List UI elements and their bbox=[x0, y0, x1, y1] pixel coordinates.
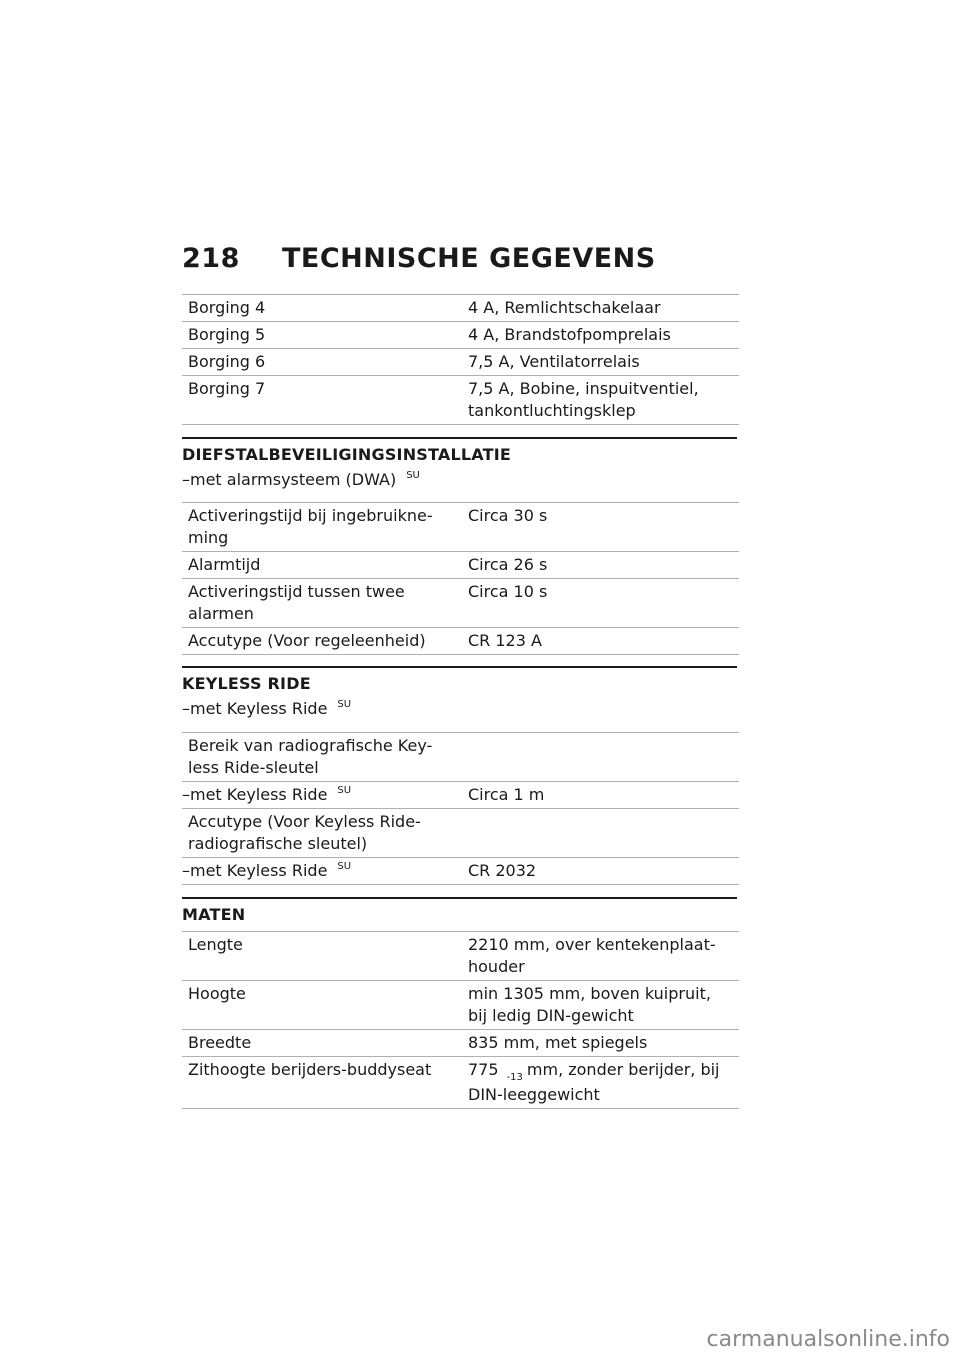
page-title: TECHNISCHE GEGEVENS bbox=[282, 243, 656, 274]
section-divider bbox=[182, 897, 737, 899]
table-cell-label: Alarmtijd bbox=[182, 552, 460, 579]
table-cell-value: 7,5 A, Ventilatorrelais bbox=[460, 349, 739, 376]
table-cell-label: Borging 6 bbox=[182, 349, 460, 376]
alarm-section bbox=[182, 437, 737, 491]
label-text: –met Keyless Ride bbox=[182, 861, 328, 880]
table-cell-value: CR 2032 bbox=[460, 858, 739, 885]
table-row bbox=[182, 1057, 739, 1109]
table-cell-value bbox=[460, 1057, 739, 1109]
table-cell-value: CR 123 A bbox=[460, 628, 739, 655]
su-marker: SU bbox=[337, 861, 352, 872]
table-cell-value: 2210 mm, over kentekenplaat-houder bbox=[460, 932, 739, 981]
table-cell-value: Circa 26 s bbox=[460, 552, 739, 579]
fuses-table bbox=[182, 294, 737, 425]
subtitle-text: –met Keyless Ride bbox=[182, 699, 328, 718]
table-cell-label: Zithoogte berijders-buddyseat bbox=[182, 1057, 460, 1109]
table-cell-label: Activeringstijd bij ingebruikne-ming bbox=[182, 503, 460, 552]
keyless-section bbox=[182, 666, 737, 720]
table-cell-label: Activeringstijd tussen twee alarmen bbox=[182, 579, 460, 628]
table-row bbox=[182, 932, 739, 981]
table-row bbox=[182, 782, 739, 809]
table-cell-label: Lengte bbox=[182, 932, 460, 981]
table-row bbox=[182, 376, 739, 425]
section-title: DIEFSTALBEVEILIGINGSINSTALLATIE bbox=[182, 445, 511, 464]
table-cell-label: Breedte bbox=[182, 1030, 460, 1057]
table-cell-value: 835 mm, met spiegels bbox=[460, 1030, 739, 1057]
table-cell-label: Accutype (Voor Keyless Ride-radiografische sleutel) bbox=[182, 809, 460, 858]
table-row bbox=[182, 981, 739, 1030]
table-cell-label: Borging 5 bbox=[182, 322, 460, 349]
label-text: –met Keyless Ride bbox=[182, 785, 328, 804]
alarm-table bbox=[182, 502, 737, 655]
section-divider bbox=[182, 437, 737, 439]
table-cell-value: Circa 30 s bbox=[460, 503, 739, 552]
keyless-table bbox=[182, 732, 737, 885]
table-cell-label bbox=[182, 782, 460, 809]
section-divider bbox=[182, 666, 737, 668]
value-text: mm, zonder berijder, bij DIN-leeggewicht bbox=[468, 1060, 720, 1104]
su-marker: SU bbox=[337, 699, 352, 710]
table-cell-label: Hoogte bbox=[182, 981, 460, 1030]
table-cell-value: 4 A, Brandstofpomprelais bbox=[460, 322, 739, 349]
section-title: KEYLESS RIDE bbox=[182, 674, 311, 693]
table-cell-value: 4 A, Remlichtschakelaar bbox=[460, 295, 739, 322]
table-cell-value: 7,5 A, Bobine, inspuitventiel, tankontluchtingsklep bbox=[460, 376, 739, 425]
table-row bbox=[182, 322, 739, 349]
table-row bbox=[182, 809, 739, 858]
table-cell-label bbox=[182, 858, 460, 885]
subtitle-text: –met alarmsysteem (DWA) bbox=[182, 470, 397, 489]
table-row bbox=[182, 503, 739, 552]
table-row bbox=[182, 858, 739, 885]
table-row bbox=[182, 628, 739, 655]
table-cell-value: Circa 1 m bbox=[460, 782, 739, 809]
table-cell-label: Borging 7 bbox=[182, 376, 460, 425]
su-marker: SU bbox=[406, 470, 420, 481]
table-row bbox=[182, 733, 739, 782]
section-subtitle bbox=[182, 698, 737, 720]
table-row bbox=[182, 349, 739, 376]
table-cell-value bbox=[460, 733, 739, 782]
tolerance-subscript: -13 bbox=[506, 1072, 523, 1083]
section-subtitle bbox=[182, 469, 737, 491]
page-header bbox=[182, 243, 656, 274]
su-marker: SU bbox=[337, 785, 352, 796]
section-title: MATEN bbox=[182, 905, 246, 924]
table-cell-label: Bereik van radiografische Key-less Ride-sleutel bbox=[182, 733, 460, 782]
table-row bbox=[182, 295, 739, 322]
page-number: 218 bbox=[182, 243, 240, 274]
watermark: carmanualsonline.info bbox=[706, 1327, 950, 1352]
table-cell-value: Circa 10 s bbox=[460, 579, 739, 628]
dimensions-section bbox=[182, 897, 737, 925]
table-row bbox=[182, 579, 739, 628]
table-row bbox=[182, 1030, 739, 1057]
table-cell-label: Accutype (Voor regeleenheid) bbox=[182, 628, 460, 655]
table-cell-value bbox=[460, 809, 739, 858]
table-cell-value: min 1305 mm, boven kuipruit, bij ledig DIN-gewicht bbox=[460, 981, 739, 1030]
value-number: 775 bbox=[468, 1060, 499, 1079]
dimensions-table bbox=[182, 931, 737, 1109]
table-cell-label: Borging 4 bbox=[182, 295, 460, 322]
table-row bbox=[182, 552, 739, 579]
